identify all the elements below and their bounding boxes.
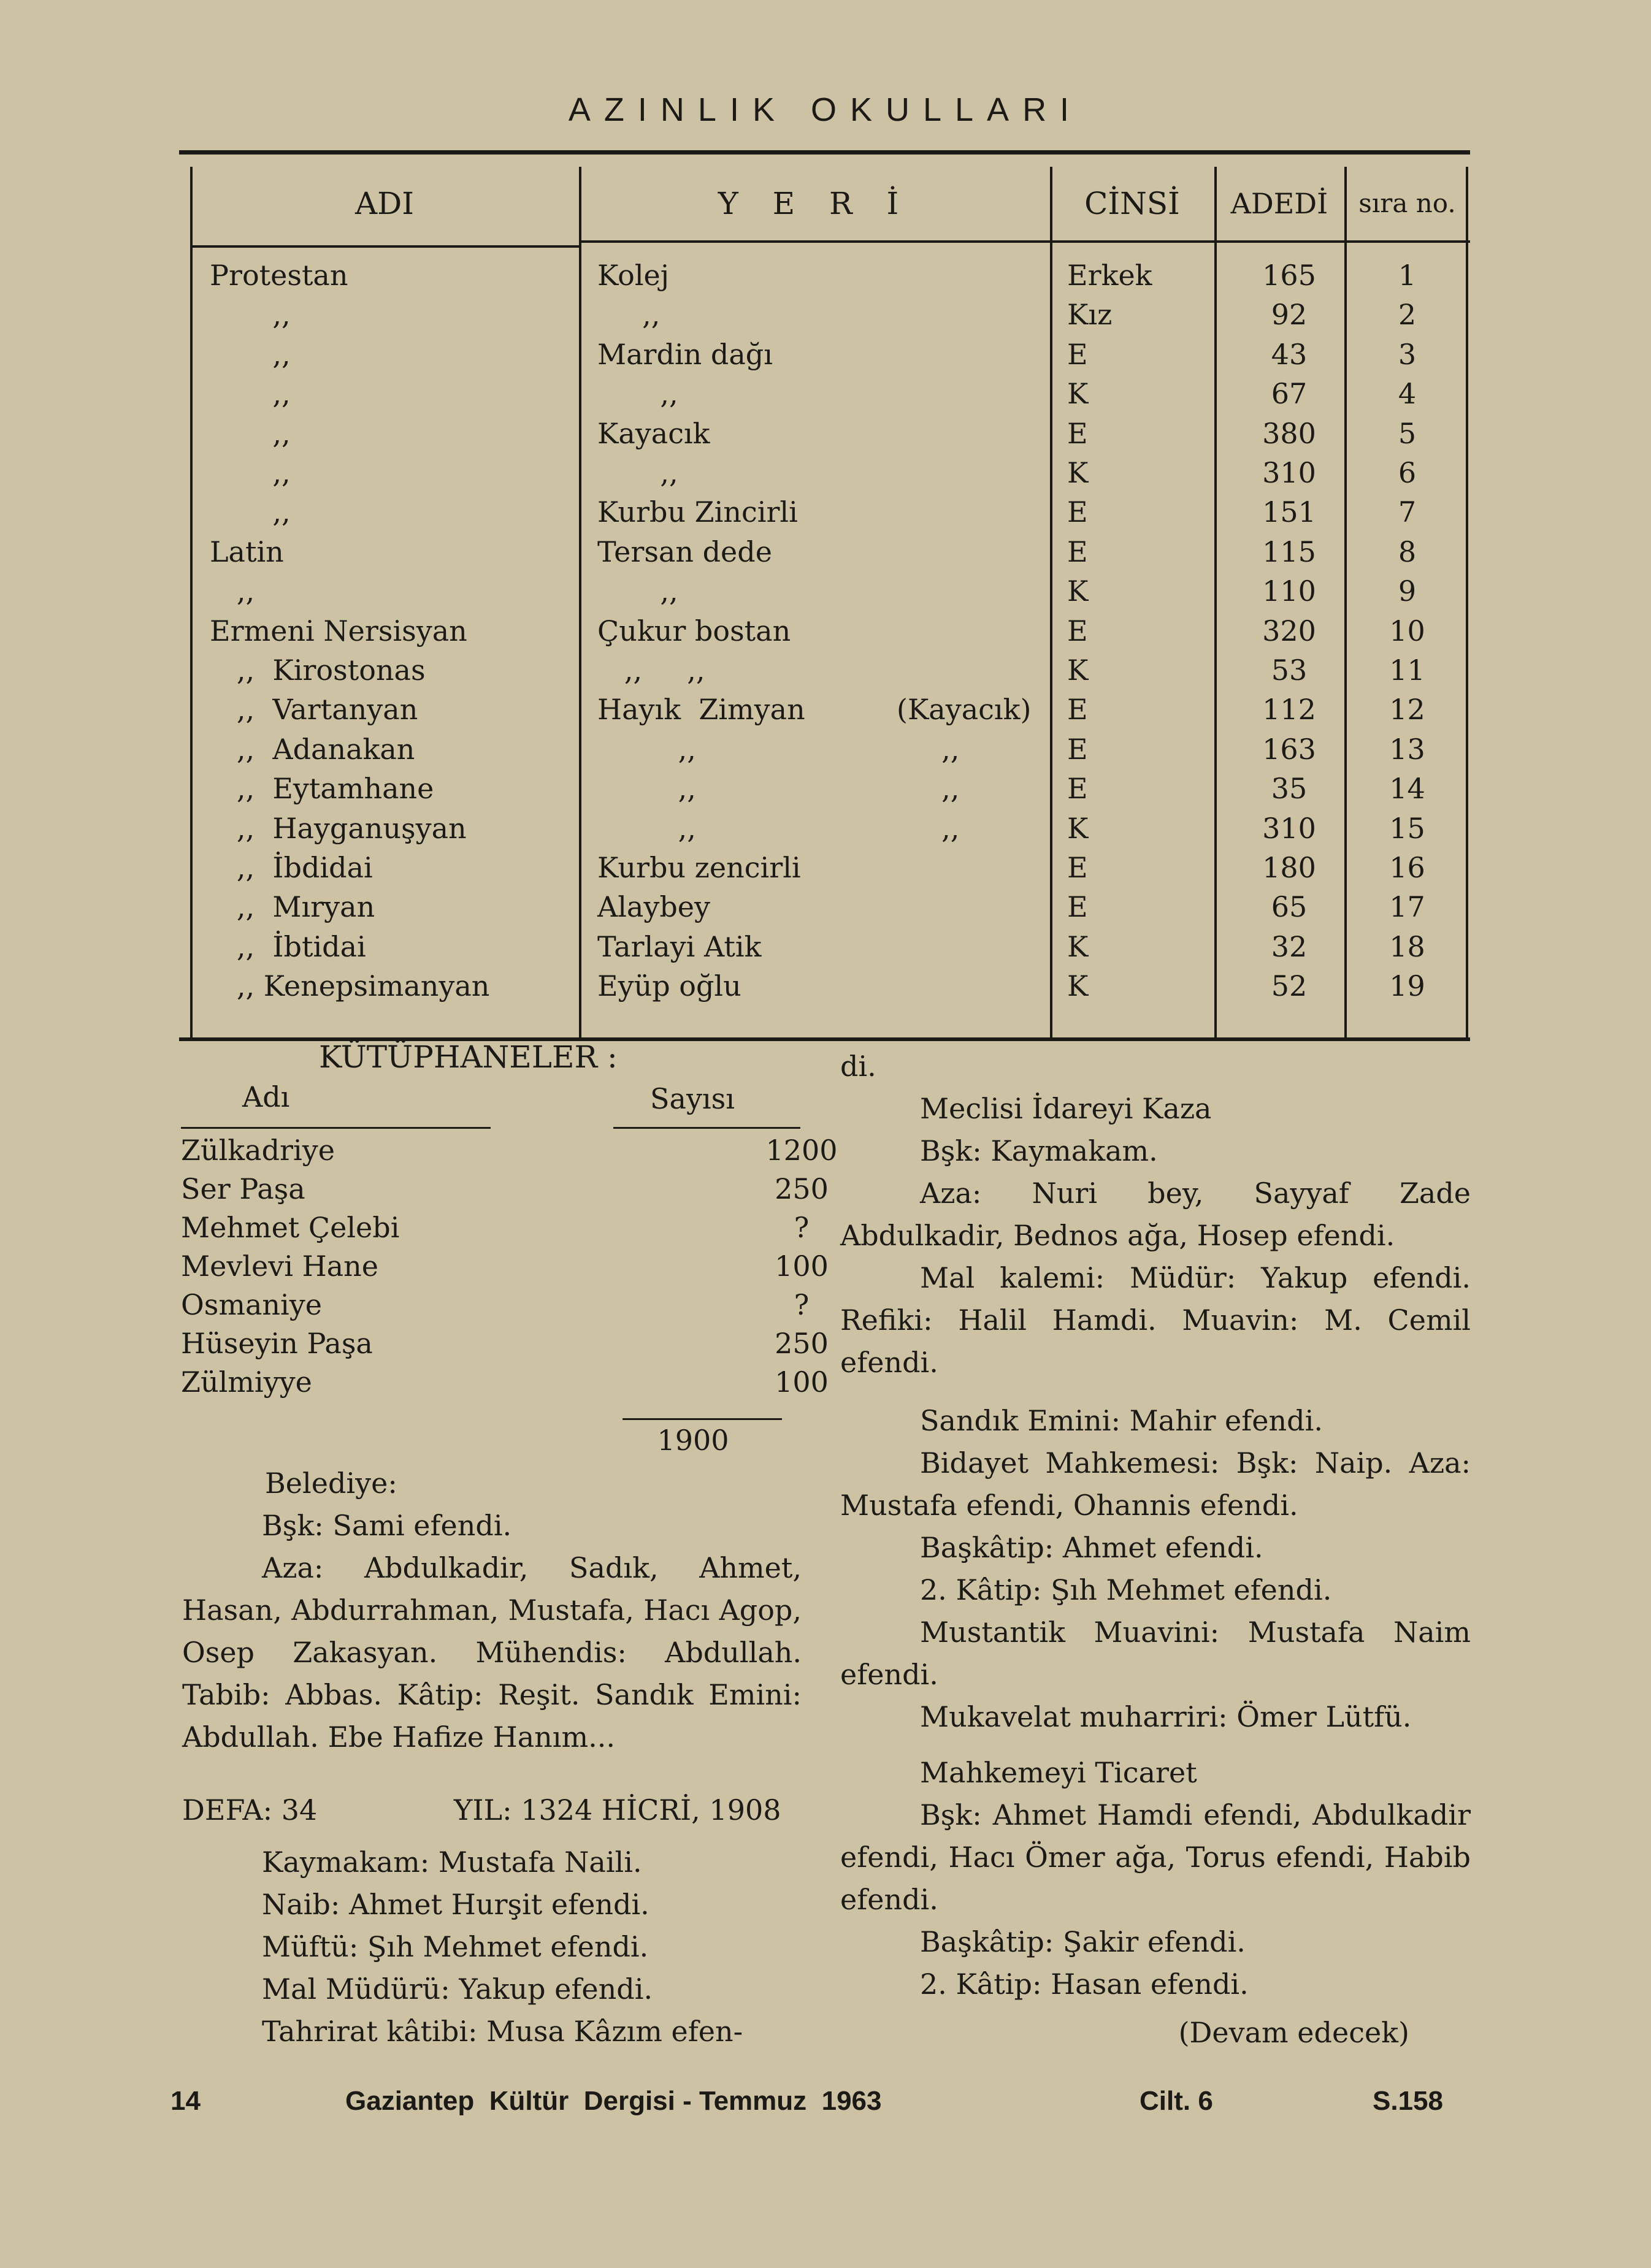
cell-cinsi: K [1067,930,1089,963]
sandik-emini: Sandık Emini: Mahir efendi. [920,1404,1323,1437]
cell-adi: ,, İbtidai [210,930,366,963]
schools-table [179,150,1470,1041]
library-name: Zülmiyye [181,1365,312,1399]
table-row [179,256,1470,295]
cell-sira: 8 [1398,535,1417,568]
cell-adedi: 165 [1262,259,1316,292]
cell-cinsi: K [1067,377,1089,411]
cell-adedi: 67 [1271,377,1308,411]
header-cinsi: CİNSİ [1084,186,1180,221]
cell-cinsi: E [1067,416,1088,450]
cell-adi: ,, Kirostonas [210,654,426,687]
library-count: 1200 [765,1134,838,1167]
cell-cinsi: K [1067,575,1089,608]
cell-adi: ,, [210,416,291,450]
cell-adi: Ermeni Nersisyan [210,614,467,647]
cell-cinsi: Erkek [1067,259,1152,292]
defa: DEFA: 34 [182,1793,318,1827]
cell-cinsi: E [1067,890,1088,924]
rule [181,1127,491,1129]
yil: YIL: 1324 HİCRİ, 1908 [454,1793,781,1827]
cell-yeri: ,, ,, [597,654,705,687]
meclis-aza: Aza: Nuri bey, Sayyaf Zade Abdulkadir, Bednos ağa, Hosep efendi. [840,1177,1471,1252]
belediye-aza: Aza: Abdulkadir, Sadık, Ahmet, Hasan, Abdurrahman, Mustafa, Hacı Agop, Osep Zakasyan. Mühendis: Abdullah. Tabib: Abbas. Kâtip: Reşit. Sandık Emini: Abdullah. Ebe Hafize Hanım... [182,1551,802,1754]
table-row [179,690,1470,729]
cell-adi: ,, Kenepsimanyan [210,969,490,1003]
table-row [179,730,1470,769]
cell-cinsi: K [1067,969,1089,1003]
di: di. [840,1050,876,1083]
cell-yeri: Tersan dede [597,535,772,568]
cell-cinsi: E [1067,495,1088,529]
cell-adi: ,, [210,575,255,608]
page-footer [170,2080,1471,2123]
table-row [179,611,1470,651]
library-row [181,1286,810,1324]
cell-sira: 2 [1398,298,1417,332]
cell-yeri: Kayacık [597,416,710,450]
cell-yeri-note: ,, [897,772,960,806]
library-row [181,1208,810,1247]
cell-adedi: 32 [1271,930,1308,963]
table-rule [579,240,1470,243]
library-name: Zülkadriye [181,1134,335,1167]
meclis-bsk: Bşk: Kaymakam. [920,1134,1158,1167]
mukavelat: Mukavelat muharriri: Ömer Lütfü. [920,1700,1412,1733]
library-name: Osmaniye [181,1288,322,1321]
cell-cinsi: Kız [1067,298,1113,332]
libraries-col-name: Adı [242,1080,290,1113]
cell-yeri: Mardin dağı [597,337,773,371]
cell-adedi: 380 [1262,416,1316,450]
library-name: Mevlevi Hane [181,1250,378,1283]
cell-adedi: 310 [1262,811,1316,845]
baskatip-1: Başkâtip: Ahmet efendi. [920,1531,1263,1564]
cell-yeri: Alaybey [597,890,710,924]
cell-sira: 6 [1398,456,1417,489]
table-row [179,651,1470,690]
library-name: Hüseyin Paşa [181,1327,373,1360]
header-adedi: ADEDİ [1230,187,1328,220]
cell-yeri: ,, [597,456,678,489]
cell-cinsi: K [1067,456,1089,489]
cell-yeri-note: ,, [897,811,960,845]
library-count: 100 [775,1250,829,1283]
cell-cinsi: E [1067,337,1088,371]
cell-cinsi: K [1067,654,1089,687]
cell-adi: ,, [210,456,291,489]
library-row [181,1247,829,1286]
ticaret-bsk: Bşk: Ahmet Hamdi efendi, Abdulkadir efendi, Hacı Ömer ağa, Torus efendi, Habib efendi. [840,1798,1471,1916]
table-row [179,809,1470,848]
table-row [179,335,1470,374]
table-row [179,848,1470,887]
cell-cinsi: K [1067,811,1089,845]
table-row [179,492,1470,532]
library-row [181,1131,838,1170]
cell-sira: 19 [1389,969,1425,1003]
cell-yeri: Eyüp oğlu [597,969,741,1003]
cell-adi: ,, Vartanyan [210,693,418,727]
ticaret-heading: Mahkemeyi Ticaret [920,1756,1197,1789]
cell-cinsi: E [1067,772,1088,806]
cell-cinsi: E [1067,535,1088,568]
cell-sira: 14 [1389,772,1425,806]
cell-sira: 18 [1389,930,1425,963]
page-title: AZINLIK OKULLARI [568,91,1083,128]
left-column-text [182,1462,802,1758]
rule [613,1127,800,1129]
cell-adedi: 52 [1271,969,1308,1003]
header-sira: sıra no. [1358,188,1456,218]
cell-adedi: 163 [1262,732,1316,766]
cell-yeri: ,, [597,772,696,806]
cell-sira: 13 [1389,732,1425,766]
cell-adedi: 151 [1262,495,1316,529]
library-name: Ser Paşa [181,1172,305,1205]
cell-yeri: ,, [597,377,678,411]
table-row [179,453,1470,492]
table-row [179,374,1470,413]
header-adi: ADI [355,186,414,221]
tahrirat: Tahrirat kâtibi: Musa Kâzım efen- [262,2015,743,2048]
cell-sira: 11 [1389,654,1425,687]
libraries-heading: KÜTÜPHANELER : [319,1039,618,1075]
cell-adedi: 112 [1262,693,1316,727]
cell-adedi: 180 [1262,851,1316,884]
cell-yeri: Kurbu zencirli [597,851,801,884]
cell-adi: ,, Hayganuşyan [210,811,467,845]
table-row [179,414,1470,453]
table-row [179,532,1470,571]
cell-yeri: Kolej [597,259,670,292]
table-row [179,966,1470,1006]
cell-adedi: 115 [1262,535,1316,568]
journal-name: Gaziantep Kültür Dergisi - Temmuz 1963 [345,2086,882,2116]
library-count: 100 [775,1365,829,1399]
issue: S.158 [1373,2086,1443,2116]
library-row [181,1324,829,1363]
cell-yeri: ,, [597,298,661,332]
cell-adi: ,, Mıryan [210,890,375,924]
library-row [181,1170,829,1208]
cell-cinsi: E [1067,693,1088,727]
cell-sira: 5 [1398,416,1417,450]
cell-adedi: 92 [1271,298,1308,332]
cell-adedi: 110 [1262,575,1316,608]
cell-yeri-note: ,, [897,732,960,766]
cell-adi: ,, [210,337,291,371]
cell-cinsi: E [1067,732,1088,766]
cell-adi: Protestan [210,259,348,292]
header-yeri: Y E R İ [718,186,911,221]
cell-adi: ,, [210,495,291,529]
cell-sira: 10 [1389,614,1425,647]
muftu: Müftü: Şıh Mehmet efendi. [262,1930,649,1963]
belediye-heading: Belediye: [265,1467,397,1500]
cell-sira: 17 [1389,890,1425,924]
meclis: Meclisi İdareyi Kaza [920,1092,1212,1125]
belediye-bsk: Bşk: Sami efendi. [262,1509,512,1542]
library-count: 250 [775,1327,829,1360]
cell-adedi: 65 [1271,890,1308,924]
cell-sira: 1 [1398,259,1417,292]
library-count: 250 [775,1172,829,1205]
cell-adi: ,, [210,298,291,332]
devam-edecek: (Devam edecek) [1178,2016,1409,2049]
officials-list [182,1841,802,2053]
libraries-total: 1900 [657,1424,729,1457]
cell-sira: 16 [1389,851,1425,884]
cell-yeri: Hayık Zimyan [597,693,805,727]
naib: Naib: Ahmet Hurşit efendi. [262,1888,649,1921]
kaymakam: Kaymakam: Mustafa Naili. [262,1846,642,1879]
rule [622,1418,782,1420]
cell-adi: ,, Adanakan [210,732,415,766]
page-number: 14 [170,2086,201,2116]
cell-yeri: ,, [597,811,696,845]
table-row [179,571,1470,611]
table-row [179,887,1470,926]
cell-sira: 9 [1398,575,1417,608]
table-row [179,769,1470,808]
volume: Cilt. 6 [1140,2086,1213,2116]
cell-adedi: 35 [1271,772,1308,806]
mustantik: Mustantik Muavini: Mustafa Naim efendi. [840,1616,1471,1691]
library-count: ? [794,1211,810,1244]
cell-adi: ,, Eytamhane [210,772,434,806]
cell-adi: Latin [210,535,284,568]
mal-kalemi: Mal kalemi: Müdür: Yakup efendi. Refiki: Halil Hamdi. Muavin: M. Cemil efendi. [840,1261,1471,1379]
cell-sira: 7 [1398,495,1417,529]
library-count: ? [794,1288,810,1321]
table-row [179,927,1470,966]
cell-yeri: Kurbu Zincirli [597,495,798,529]
libraries-col-count: Sayısı [650,1082,735,1115]
library-name: Mehmet Çelebi [181,1211,400,1244]
cell-sira: 12 [1389,693,1425,727]
mal-muduru: Mal Müdürü: Yakup efendi. [262,1972,653,2006]
bidayet: Bidayet Mahkemesi: Bşk: Naip. Aza: Mustafa efendi, Ohannis efendi. [840,1446,1471,1522]
cell-adi: ,, İbdidai [210,851,373,884]
cell-adedi: 53 [1271,654,1308,687]
cell-adedi: 320 [1262,614,1316,647]
cell-sira: 4 [1398,377,1417,411]
cell-adedi: 43 [1271,337,1308,371]
library-row [181,1363,829,1402]
table-row [179,295,1470,334]
cell-yeri: ,, [597,732,696,766]
right-column-text [840,1045,1471,2054]
cell-adedi: 310 [1262,456,1316,489]
katip-2-1: 2. Kâtip: Şıh Mehmet efendi. [920,1573,1332,1606]
cell-yeri: Çukur bostan [597,614,791,647]
cell-yeri: Tarlayi Atik [597,930,762,963]
cell-yeri-note: (Kayacık) [897,693,1032,727]
cell-cinsi: E [1067,614,1088,647]
baskatip-2: Başkâtip: Şakir efendi. [920,1925,1246,1958]
cell-yeri: ,, [597,575,678,608]
cell-sira: 15 [1389,811,1425,845]
cell-sira: 3 [1398,337,1417,371]
cell-cinsi: E [1067,851,1088,884]
cell-adi: ,, [210,377,291,411]
table-rule [190,245,579,248]
katip-2-2: 2. Kâtip: Hasan efendi. [920,1968,1249,2001]
